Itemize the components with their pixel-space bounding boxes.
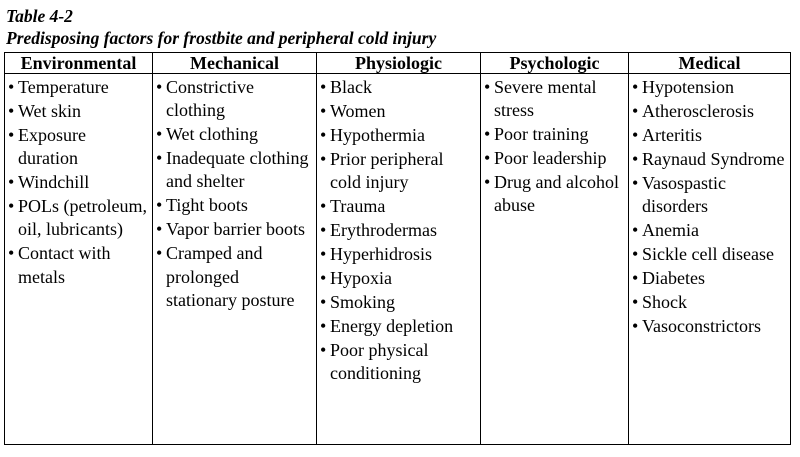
list-item: • Diabetes [629, 267, 790, 290]
physiologic-cell [317, 74, 481, 445]
list-item: • Hypoxia [317, 267, 480, 290]
list-item: • Smoking [317, 291, 480, 314]
medical-list [629, 76, 790, 338]
list-item: • Inadequate clothing and shelter [153, 147, 316, 193]
list-item: • Vapor barrier boots [153, 218, 316, 241]
list-item: • Constrictive clothing [153, 76, 316, 122]
list-item: • Hypothermia [317, 124, 480, 147]
list-item: • Poor training [481, 123, 628, 146]
list-item: • Erythrodermas [317, 219, 480, 242]
header-row [5, 53, 791, 74]
mechanical-list [153, 76, 316, 312]
medical-cell [629, 74, 791, 445]
column-header-physiologic: Physiologic [317, 53, 481, 74]
list-item: • Anemia [629, 219, 790, 242]
column-header-medical: Medical [629, 53, 791, 74]
table-number: Table 4-2 [6, 6, 73, 26]
list-item: • Vasospastic disorders [629, 172, 790, 218]
list-item: • Poor physical conditioning [317, 339, 480, 385]
list-item: • Temperature [5, 76, 152, 99]
body-row [5, 74, 791, 445]
list-item: • Exposure duration [5, 124, 152, 170]
list-item: • Sickle cell disease [629, 243, 790, 266]
list-item: • Arteritis [629, 124, 790, 147]
psychologic-cell [481, 74, 629, 445]
environmental-cell [5, 74, 153, 445]
list-item: • Women [317, 100, 480, 123]
list-item: • Atherosclerosis [629, 100, 790, 123]
list-item: • Poor leadership [481, 147, 628, 170]
physiologic-list [317, 76, 480, 386]
environmental-list [5, 76, 152, 289]
psychologic-list [481, 76, 628, 218]
list-item: • Prior peripheral cold injury [317, 148, 480, 194]
list-item: • Drug and alcohol abuse [481, 171, 628, 217]
list-item: • Energy depletion [317, 315, 480, 338]
column-header-psychologic: Psychologic [481, 53, 629, 74]
list-item: • Tight boots [153, 194, 316, 217]
mechanical-cell [153, 74, 317, 445]
list-item: • Wet skin [5, 100, 152, 123]
list-item: • Wet clothing [153, 123, 316, 146]
list-item: • Hyperhidrosis [317, 243, 480, 266]
list-item: • Severe mental stress [481, 76, 628, 122]
list-item: • Hypotension [629, 76, 790, 99]
list-item: • Contact with metals [5, 242, 152, 288]
list-item: • Black [317, 76, 480, 99]
list-item: • Shock [629, 291, 790, 314]
list-item: • Raynaud Syndrome [629, 148, 790, 171]
list-item: • Windchill [5, 171, 152, 194]
column-header-mechanical: Mechanical [153, 53, 317, 74]
factors-table [4, 52, 791, 445]
table-title: Predisposing factors for frostbite and peripheral cold injury [6, 28, 437, 48]
list-item: • POLs (petroleum, oil, lubricants) [5, 195, 152, 241]
list-item: • Cramped and prolonged stationary posture [153, 242, 316, 312]
column-header-environmental: Environmental [5, 53, 153, 74]
list-item: • Vasoconstrictors [629, 315, 790, 338]
list-item: • Trauma [317, 195, 480, 218]
